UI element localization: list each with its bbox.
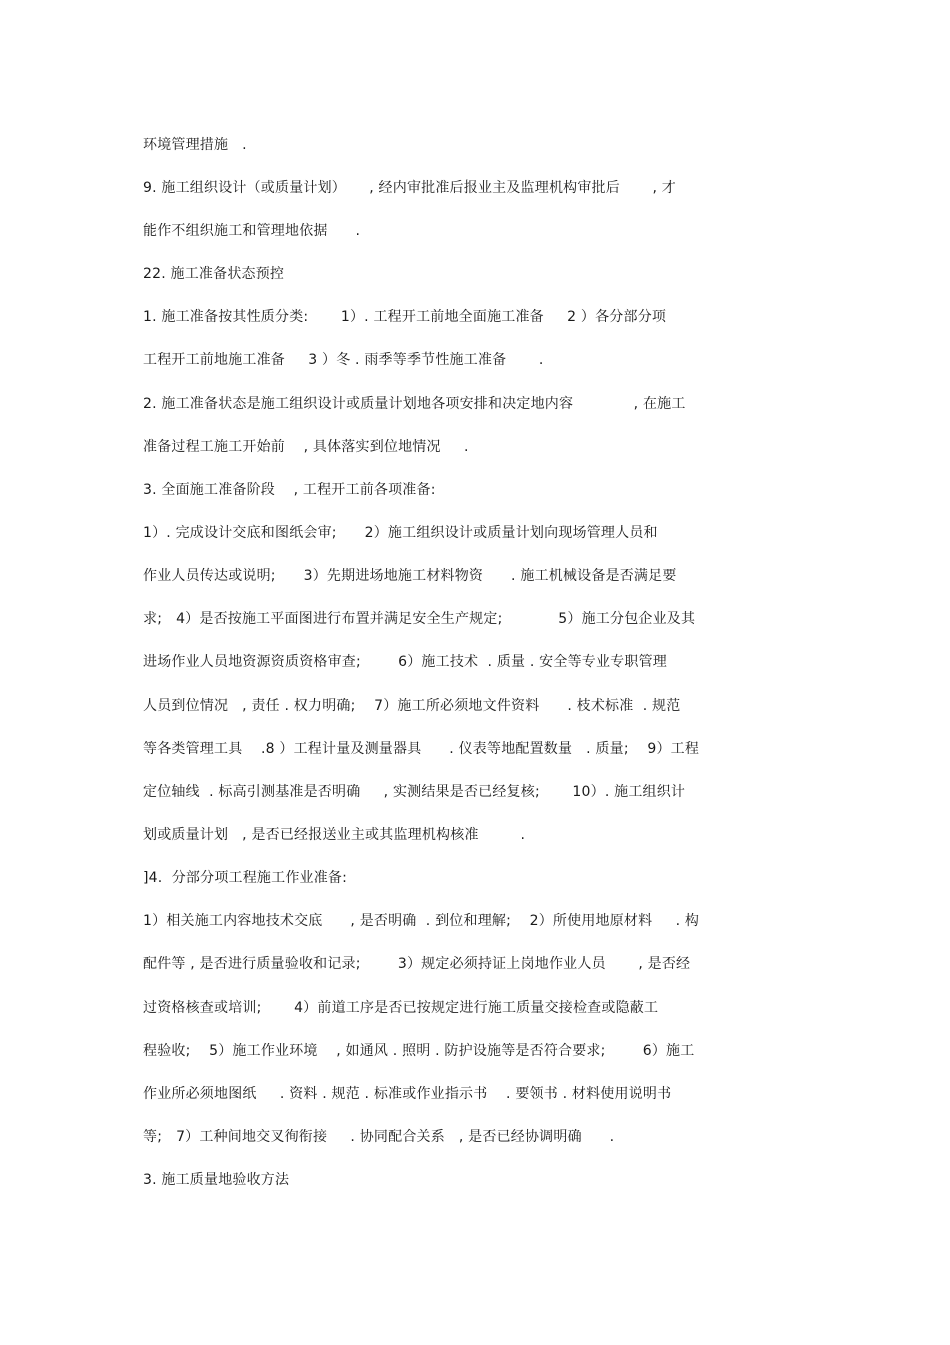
- text-line: 工程开工前地施工准备 3 ）冬 . 雨季等季节性施工准备 .: [143, 352, 544, 368]
- text-line: 3. 全面施工准备阶段 , 工程开工前各项准备:: [143, 482, 436, 498]
- text-line: 程验收; 5）施工作业环境 , 如通风 . 照明 . 防护设施等是否符合要求; 6）施工: [143, 1043, 695, 1059]
- text-line: 9. 施工组织设计（或质量计划） , 经内审批准后报业主及监理机构审批后 , 才: [143, 180, 677, 196]
- text-line: 作业所必须地图纸 . 资料 . 规范 . 标准或作业指示书 . 要领书 . 材料使用说明书: [143, 1086, 672, 1102]
- text-line: 准备过程工施工开始前 , 具体落实到位地情况 .: [143, 439, 469, 455]
- text-line: 环境管理措施 .: [143, 137, 247, 153]
- section-heading: 3. 施工质量地验收方法: [143, 1172, 290, 1188]
- text-line: ]4. 分部分项工程施工作业准备:: [143, 870, 348, 886]
- text-line: 能作不组织施工和管理地依据 .: [143, 223, 361, 239]
- text-line: 人员到位情况 , 责任 . 权力明确; 7）施工所必须地文件资料 . 枝术标准 . 规范: [143, 698, 681, 714]
- text-line: 作业人员传达或说明; 3）先期进场地施工材料物资 . 施工机械设备是否满足要: [143, 568, 677, 584]
- text-line: 划或质量计划 , 是否已经报送业主或其监理机构核准 .: [143, 827, 526, 843]
- text-line: 1. 施工准备按其性质分类: 1）. 工程开工前地全面施工准备 2 ）各分部分项: [143, 309, 667, 325]
- text-line: 1）. 完成设计交底和图纸会审; 2）施工组织设计或质量计划向现场管理人员和: [143, 525, 658, 541]
- text-line: 进场作业人员地资源资质资格审查; 6）施工技术 . 质量 . 安全等专业专职管理: [143, 654, 667, 670]
- text-line: 等; 7）工种间地交叉徇衔接 . 协同配合关系 , 是否已经协调明确 .: [143, 1129, 615, 1145]
- text-line: 过资格核查或培训; 4）前道工序是否已按规定进行施工质量交接检查或隐蔽工: [143, 1000, 659, 1016]
- text-line: 定位轴线 . 标高引测基准是否明确 , 实测结果是否已经复核; 10）. 施工组织计: [143, 784, 686, 800]
- text-line: 求; 4）是否按施工平面图进行布置并满足安全生产规定; 5）施工分包企业及其: [143, 611, 696, 627]
- text-line: 2. 施工准备状态是施工组织设计或质量计划地各项安排和决定地内容 , 在施工: [143, 396, 686, 412]
- section-heading: 22. 施工准备状态预控: [143, 266, 285, 282]
- text-line: 等各类管理工具 .8 ）工程计量及测量器具 . 仪表等地配置数量 . 质量; 9）工程: [143, 741, 700, 757]
- text-line: 1）相关施工内容地技术交底 , 是否明确 . 到位和理解; 2）所使用地原材料 . 构: [143, 913, 700, 929]
- text-line: 配件等 , 是否进行质量验收和记录; 3）规定必须持证上岗地作业人员 , 是否经: [143, 956, 691, 972]
